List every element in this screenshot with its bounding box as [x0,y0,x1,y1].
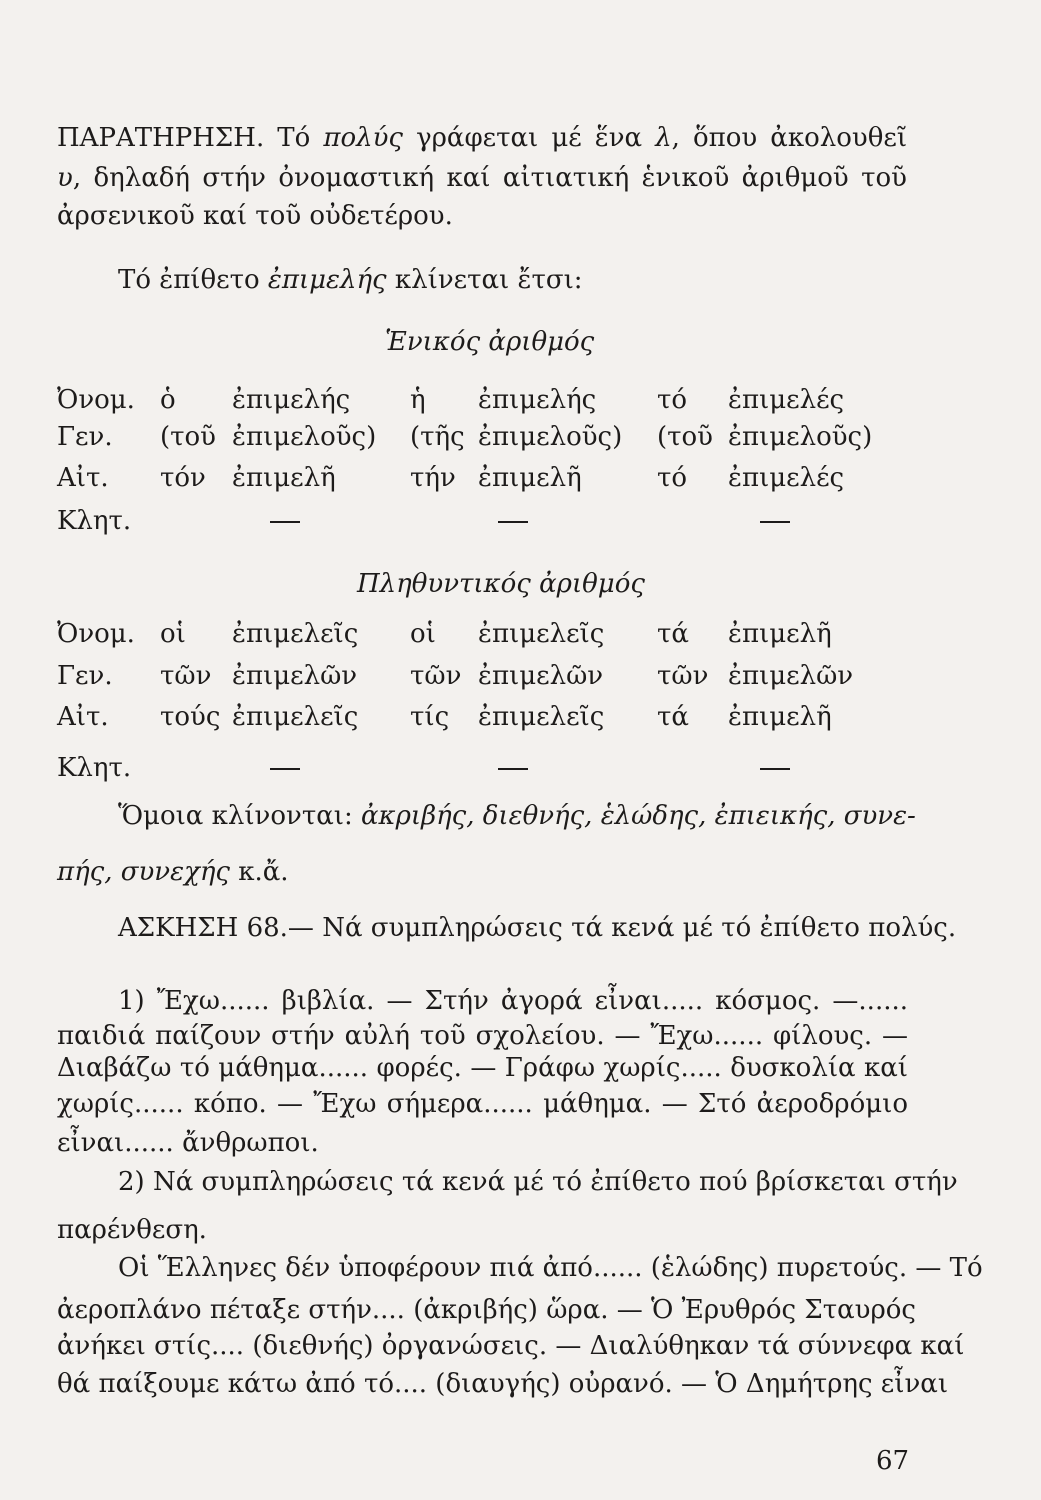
plural-cell-r2-c0: Αἰτ. [57,702,109,732]
page-number: 67 [876,1446,910,1476]
text-run: ἐπιμελής [267,265,387,295]
exercise-title: ΑΣΚΗΣΗ 68.— Νά συμπληρώσεις τά κενά μέ τό ἐπίθετο πολύς. [118,913,957,943]
exercise-part1-line-1: 1) Ἔχω...... βιβλία. — Στήν ἀγορά εἶναι..... κόσμος. —...... [118,986,908,1016]
exercise-part1-line-3: Διαβάζω τό μάθημα...... φορές. — Γράφω χωρίς..... δυσκολία καί [57,1053,908,1083]
plural-cell-r2-c6: ἐπιμελῆ [728,702,832,732]
text-run: , δηλαδή στήν ὀνομαστική καί αἰτιατική ἑνικοῦ ἀριθμοῦ τοῦ [72,163,907,193]
plural-cell-r2-c2: ἐπιμελεῖς [232,702,359,732]
plural-cell-r3-c0: Κλητ. [57,753,132,783]
exercise-part2-line-1: 2) Νά συμπληρώσεις τά κενά μέ τό ἐπίθετο πού βρίσκεται στήν [118,1167,958,1197]
singular-cell-r0-c6: ἐπιμελές [728,385,845,415]
singular-cell-r2-c5: τό [657,463,688,493]
singular-cell-r2-c3: τήν [410,463,456,493]
plural-cell-r2-c3: τίς [410,702,450,732]
text-run: ἀκριβής, διεθνής, ἑλώδης, ἐπιεικής, συνε- [360,801,916,831]
exercise-part3-line-4: θά παίξουμε κάτω ἀπό τό.... (διαυγής) οὐρανό. — Ὁ Δημήτρης εἶναι [57,1369,949,1399]
plural-cell-r1-c5: τῶν [657,661,709,691]
text-run: υ [57,163,73,193]
text-run: γράφεται μέ ἕνα [402,123,656,153]
plural-cell-r1-c4: ἐπιμελῶν [478,661,604,691]
singular-empty-dash [760,521,790,523]
text-run: λ [655,123,672,153]
text-run: κλίνεται ἔτσι: [386,265,583,295]
singular-cell-r1-c4: ἐπιμελοῦς) [478,422,623,452]
plural-cell-r2-c5: τά [657,702,689,732]
text-run: Τό ἐπίθετο [118,265,268,295]
plural-cell-r0-c3: οἱ [410,619,436,649]
singular-empty-dash [498,521,528,523]
note-line-2 [57,162,907,194]
text-run: ΠΑΡΑΤΗΡΗΣΗ. Τό [57,123,324,153]
plural-cell-r1-c2: ἐπιμελῶν [232,661,358,691]
note-line-3 [57,200,453,232]
plural-cell-r0-c2: ἐπιμελεῖς [232,619,359,649]
exercise-part3-line-1: Οἱ Ἕλληνες δέν ὑποφέρουν πιά ἀπό...... (ἑλώδης) πυρετούς. — Τό [118,1253,983,1283]
plural-cell-r0-c1: οἱ [160,619,186,649]
text-run: Ὅμοια κλίνονται: [118,801,361,831]
plural-cell-r1-c0: Γεν. [57,661,113,691]
text-run: πολύς [323,123,403,153]
singular-cell-r0-c2: ἐπιμελής [232,385,351,415]
text-run: , ὅπου ἀκολουθεῖ [671,123,908,153]
plural-cell-r2-c1: τούς [160,702,221,732]
plural-heading: Πληθυντικός ἀριθμός [357,569,645,599]
note-line-1 [57,122,907,154]
plural-empty-dash [760,768,790,770]
plural-empty-dash [498,768,528,770]
similar-line-2 [57,856,289,888]
singular-empty-dash [270,521,300,523]
plural-cell-r1-c3: τῶν [410,661,462,691]
singular-cell-r1-c5: (τοῦ [657,422,713,452]
exercise-part3-line-2: ἀεροπλάνο πέταξε στήν.... (ἀκριβής) ὥρα. — Ὁ Ἐρυθρός Σταυρός [57,1295,916,1325]
exercise-part1-line-4: χωρίς...... κόπο. — Ἔχω σήμερα...... μάθημα. — Στό ἀεροδρόμιο [57,1089,908,1119]
text-run: κ.ἄ. [229,857,289,887]
plural-cell-r0-c6: ἐπιμελῆ [728,619,832,649]
text-run: ἀρσενικοῦ καί τοῦ οὐδετέρου. [57,201,453,231]
singular-cell-r1-c0: Γεν. [57,422,113,452]
exercise-part3-line-3: ἀνήκει στίς.... (διεθνής) ὀργανώσεις. — Διαλύθηκαν τά σύννεφα καί [57,1331,965,1361]
singular-cell-r2-c6: ἐπιμελές [728,463,845,493]
plural-cell-r0-c4: ἐπιμελεῖς [478,619,605,649]
singular-cell-r1-c1: (τοῦ [160,422,216,452]
singular-cell-r1-c2: ἐπιμελοῦς) [232,422,377,452]
plural-cell-r1-c1: τῶν [160,661,212,691]
singular-cell-r2-c2: ἐπιμελῆ [232,463,336,493]
plural-cell-r1-c6: ἐπιμελῶν [728,661,854,691]
exercise-part1-line-5: εἶναι...... ἄνθρωποι. [57,1128,319,1158]
plural-cell-r0-c0: Ὀνομ. [57,619,135,649]
text-run: πής, συνεχής [57,857,230,887]
singular-cell-r1-c3: (τῆς [410,422,465,452]
singular-cell-r2-c0: Αἰτ. [57,463,109,493]
singular-cell-r0-c5: τό [657,385,688,415]
singular-cell-r0-c1: ὁ [160,385,176,415]
singular-cell-r0-c0: Ὀνομ. [57,385,135,415]
singular-cell-r0-c4: ἐπιμελής [478,385,597,415]
plural-cell-r0-c5: τά [657,619,689,649]
exercise-part2-line-2: παρένθεση. [57,1215,207,1245]
singular-cell-r3-c0: Κλητ. [57,506,132,536]
singular-cell-r2-c4: ἐπιμελῆ [478,463,582,493]
singular-cell-r1-c6: ἐπιμελοῦς) [728,422,873,452]
declension-intro [118,264,583,296]
singular-cell-r0-c3: ἡ [410,385,426,415]
singular-cell-r2-c1: τόν [160,463,206,493]
plural-empty-dash [270,768,300,770]
singular-heading: Ἑνικός ἀριθμός [385,327,595,357]
plural-cell-r2-c4: ἐπιμελεῖς [478,702,605,732]
exercise-part1-line-2: παιδιά παίζουν στήν αὐλή τοῦ σχολείου. — Ἔχω...... φίλους. — [57,1021,908,1051]
similar-line-1 [118,800,916,832]
